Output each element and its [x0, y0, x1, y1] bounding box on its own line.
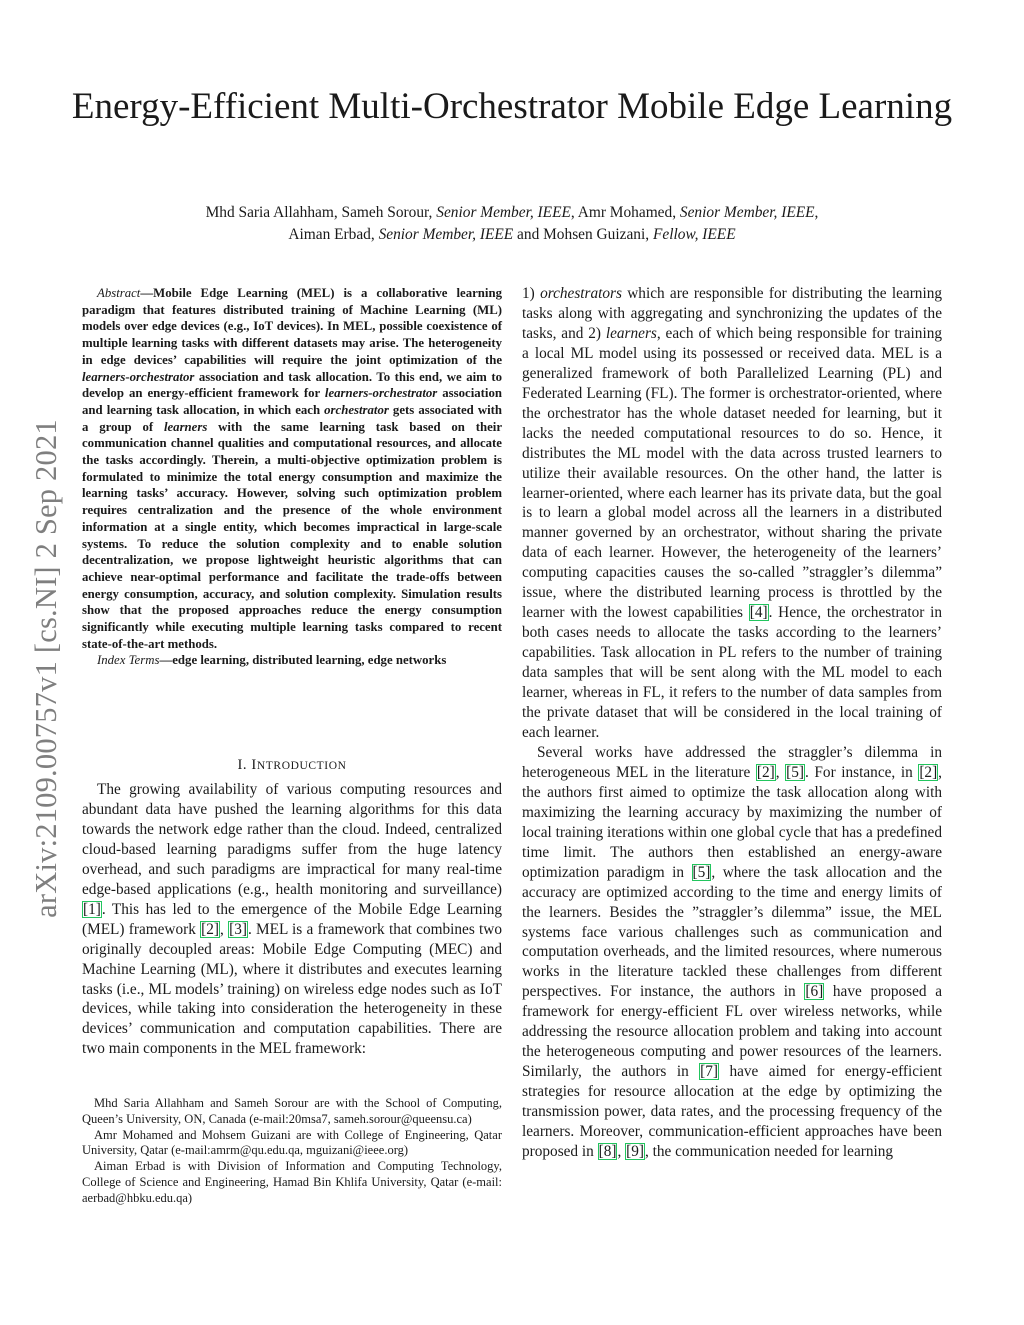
paper-title: Energy-Efficient Multi-Orchestrator Mobile Edge Learning: [71, 86, 953, 127]
body-text: Several works have addressed the straggler’s dilemma in heterogeneous MEL in the literature: [522, 743, 942, 781]
body-text: . This has led to the emergence of the Mobile Edge Learning (MEL) framework: [82, 900, 502, 938]
body-text: ,: [617, 1142, 626, 1160]
body-text: ,: [775, 763, 786, 781]
abstract-emphasis: learners-orchestrator: [82, 369, 195, 384]
citation-link[interactable]: [5]: [692, 863, 711, 881]
abstract-text: gets associated with a group of: [82, 402, 503, 434]
citation-link[interactable]: [2]: [201, 920, 219, 938]
footnotes: [82, 1096, 502, 1207]
author-grade: Senior Member, IEEE: [378, 226, 514, 243]
abstract-label: Abstract: [97, 286, 141, 300]
abstract-text: with the same learning task based on their communication channel qualities and computational resources, and allocate the tasks accordingly. Therein, a multi-objective optimization problem is formulated to minimize the total energy consumption and maximize the learning tasks’ accuracy. However, solving such optimization problem requires centralization and the presence of the whole environment information at a single entity, which becomes impractical in large-scale systems. To reduce the solution complexity and to enable solution decentralization, we propose lightweight heuristic algorithms that can achieve near-optimal performance and facilitate the trade-offs between energy consumption, accuracy, and solution complexity. Simulation results show that the proposed approaches reduce the energy consumption significantly while executing multiple learning tasks compared to recent state-of-the-art methods.: [82, 419, 503, 651]
author-text: Aiman Erbad,: [288, 226, 379, 243]
body-text: . For instance, in: [805, 763, 919, 781]
section-heading-introduction: [82, 756, 502, 775]
abstract-paragraph: [82, 285, 502, 652]
author-text: Mhd Saria Allahham, Sameh Sorour,: [205, 204, 437, 221]
abstract: [82, 285, 502, 669]
author-line-1: [80, 202, 944, 224]
abstract-emphasis: learners-orchestrator: [324, 386, 438, 401]
section-title-rest: NTRODUCTION: [256, 760, 347, 772]
body-text: , where the task allocation and the accuracy are optimized according to the time and energy limits of the learners. Besides the ”straggler’s dilemma” issue, the MEL systems face various challenges such as communication and computation overheads, and the limited resources, where numerous works in the literature tackled these challenges from different perspectives. For instance, the authors in: [522, 863, 942, 1001]
index-terms-text: —edge learning, distributed learning, edge networks: [159, 653, 447, 668]
body-text: have aimed for energy-efficient strategies for resource allocation at the edge by optimizing the transmission power, data rates, and the processing frequency of the learners. Moreover, communication-efficient approaches have been proposed in: [522, 1063, 942, 1160]
intro-paragraph: [82, 780, 502, 1059]
body-text: 1): [522, 285, 541, 302]
body-text: , the authors first aimed to optimize the task allocation along with maximizing the learning accuracy by maximizing the number of local training iterations within one global cycle that has a predefined time limit. The authors then established an energy-aware optimization paradigm in: [522, 763, 942, 881]
citation-link[interactable]: [1]: [83, 900, 101, 918]
body-text: which are responsible for distributing the learning tasks along with aggregating and synchronizing the updates of the tasks, and 2): [522, 285, 942, 342]
author-list: [80, 202, 944, 246]
author-grade: Senior Member, IEEE: [436, 204, 571, 221]
arxiv-stamp-text: arXiv:2109.00757v1 [cs.NI] 2 Sep 2021: [28, 418, 63, 918]
body-paragraph: [522, 743, 942, 1162]
body-emphasis: orchestrators: [540, 285, 622, 302]
body-paragraph: [522, 284, 942, 743]
author-text: and Mohsen Guizani,: [513, 226, 653, 243]
author-grade: Fellow, IEEE: [652, 226, 736, 243]
abstract-emphasis: orchestrator: [324, 402, 389, 417]
body-text: , the communication needed for learning: [644, 1142, 894, 1160]
abstract-text: association and learning task allocation, in which each: [82, 386, 502, 417]
footnote-affiliation-1: Mhd Saria Allahham and Sameh Sorour are with the School of Computing, Queen’s University, ON, Canada (e-mail:20msa7, sameh.sorour@queensu.ca): [82, 1096, 502, 1126]
body-text: have proposed a framework for energy-efficient FL over wireless networks, while addressing the resource allocation problem and taking into account the heterogeneous computing and power resources of the learners. Similarly, the authors in: [522, 983, 943, 1081]
index-terms-label: Index Terms: [97, 653, 160, 668]
body-text: . Hence, the orchestrator in both cases needs to allocate the tasks according to the learners’ capabilities. Task allocation in PL refers to the number of training data samples that will be sent along with the ML model to each learner, whereas in FL, it refers to the number of data samples from the private dataset that will be considered in the local training of each learner.: [522, 604, 942, 741]
author-line-2: [80, 224, 944, 246]
author-grade: Senior Member, IEEE: [679, 204, 815, 221]
abstract-emphasis: learners: [163, 419, 208, 434]
arxiv-stamp: [24, 378, 68, 958]
abstract-text: association and task allocation. To this end, we aim to develop an energy-efficient framework for: [82, 369, 502, 401]
body-text: ,: [219, 920, 229, 938]
citation-link[interactable]: [6]: [805, 983, 824, 1001]
citation-link[interactable]: [5]: [786, 763, 804, 781]
right-column-text: [522, 284, 942, 1162]
abstract-text: —Mobile Edge Learning (MEL) is a collaborative learning paradigm that features distributed training of Machine Learning (ML) models over edge devices (e.g., IoT devices). In MEL, possible coexistence of multiple learning tasks with different datasets may arise. The heterogeneity in edge devices’ capabilities will require the joint optimization of the: [82, 286, 502, 367]
citation-link[interactable]: [7]: [700, 1063, 719, 1081]
body-text: The growing availability of various computing resources and abundant data have pushed the learning algorithms for this data towards the network edge rather than the cloud. Indeed, centralized cloud-based learning paradigms suffer from the huge latency overhead, and such paradigms are impractical for many real-time edge-based applications (e.g., health monitoring and surveillance): [82, 781, 502, 898]
body-text: , each of which being responsible for training a local ML model using its possessed or received data. MEL is a generalized framework of both Parallelized Learning (PL) and Federated Learning (FL). The former is orchestrator-oriented, where the orchestrator has the whole dataset needed for learning, but it lacks the needed computational resources to do so. Hence, it distributes the ML model with the data across trusted learners to utilize their available resources. On the other hand, the latter is learner-oriented, where each learner has its private data, but the goal is to learn a global model across all the learners in a distributed manner governed by an orchestrator, without sharing the private data of each learner. However, the heterogeneity of the learners’ computing capacities causes the so-called ”straggler’s dilemma” issue, where the distributed learning process is throttled by the learner with the lowest capabilities: [522, 324, 942, 622]
author-text: , Amr Mohamed,: [570, 204, 680, 221]
citation-link[interactable]: [2]: [756, 763, 775, 781]
footnote-affiliation-2: Amr Mohamed and Mohsem Guizani are with College of Engineering, Qatar University, Qatar (e-mail:amrm@qu.edu.qa, mguizani@ieee.org): [82, 1127, 502, 1158]
body-emphasis: learners: [605, 324, 657, 342]
citation-link[interactable]: [2]: [919, 763, 938, 781]
body-text: . MEL is a framework that combines two originally decoupled areas: Mobile Edge Computing (MEC) and Machine Learning (ML), where it distributes and executes learning tasks (i.e., ML models’ training) on wireless edge nodes such as IoT devices, while taking into consideration the heterogeneity in these devices’ communication and computation capabilities. There are two main components in the MEL framework:: [82, 920, 503, 1058]
citation-link[interactable]: [3]: [229, 920, 247, 938]
author-text: ,: [814, 204, 819, 221]
citation-link[interactable]: [9]: [626, 1142, 644, 1160]
citation-link[interactable]: [8]: [598, 1142, 617, 1160]
footnote-affiliation-3: Aiman Erbad is with Division of Information and Computing Technology, College of Science and Engineering, Hamad Bin Khlifa University, Qatar (e-mail: aerbad@hbku.edu.qa): [82, 1159, 502, 1205]
section-title-cap: I: [251, 757, 257, 773]
intro-text: [82, 780, 502, 1059]
index-terms: [82, 652, 502, 669]
section-numeral: I.: [237, 757, 252, 773]
citation-link[interactable]: [4]: [749, 604, 768, 622]
